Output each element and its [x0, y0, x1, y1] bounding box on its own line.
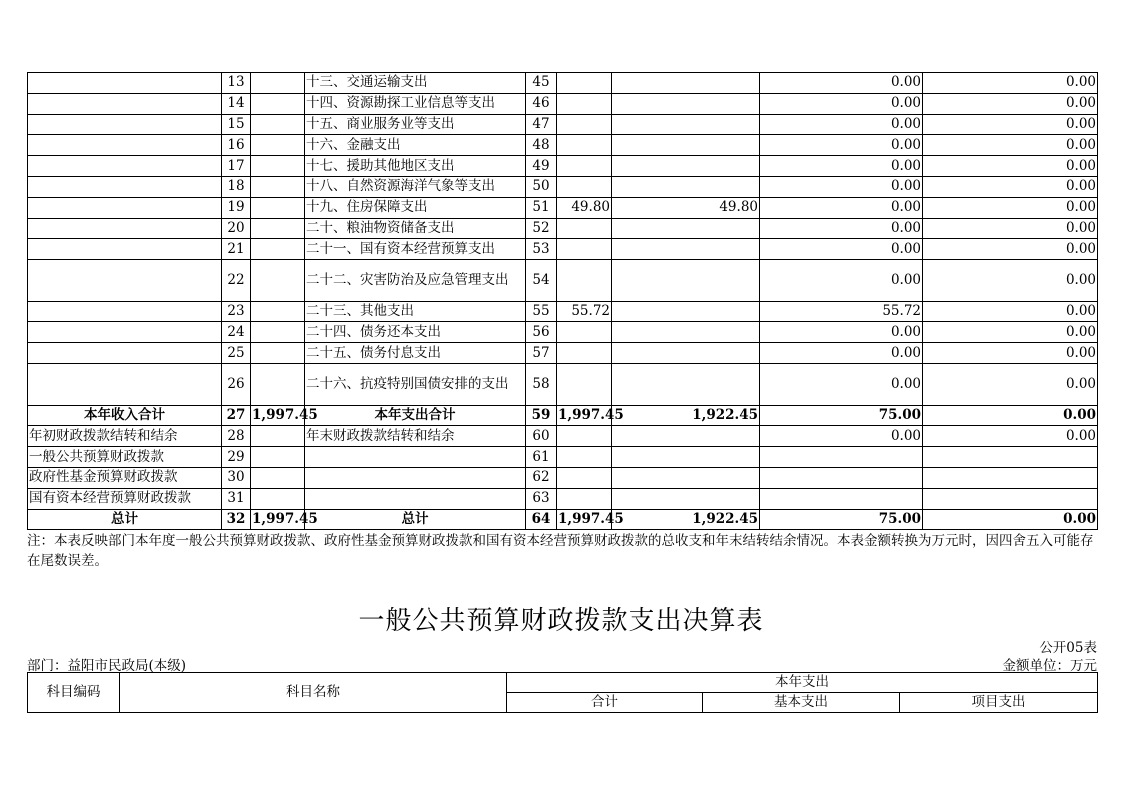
expense-total-cell: [557, 73, 612, 94]
expense-item-cell: [305, 467, 526, 488]
basic-expense-cell: [612, 322, 760, 343]
income-amount-cell: [251, 176, 305, 197]
income-row-number-cell: 27: [222, 405, 251, 426]
project-expense-cell: 55.72: [760, 301, 923, 322]
other-expense-cell: 0.00: [923, 176, 1098, 197]
final-accounts-table: [27, 72, 1098, 530]
income-item-cell: [28, 73, 222, 94]
income-item-cell: [28, 135, 222, 156]
table-row: [28, 405, 1098, 426]
project-expense-cell: 0.00: [760, 239, 923, 260]
income-row-number-cell: 17: [222, 156, 251, 177]
income-row-number-cell: 19: [222, 197, 251, 218]
income-amount-cell: [251, 93, 305, 114]
basic-expense-cell: [612, 343, 760, 364]
basic-expense-cell: [612, 488, 760, 509]
expense-row-number-cell: 47: [526, 114, 557, 135]
expense-header-table: [27, 672, 1098, 713]
income-item-cell: [28, 260, 222, 302]
basic-expense-cell: [612, 93, 760, 114]
other-expense-cell: 0.00: [923, 239, 1098, 260]
expense-total-cell: [557, 322, 612, 343]
expense-row-number-cell: 63: [526, 488, 557, 509]
expense-row-number-cell: 56: [526, 322, 557, 343]
income-row-number-cell: 21: [222, 239, 251, 260]
table-row: [28, 73, 1098, 94]
expense-item-cell: 二十四、债务还本支出: [305, 322, 526, 343]
income-amount-cell: [251, 322, 305, 343]
project-expense-cell: 0.00: [760, 156, 923, 177]
table-row: [28, 488, 1098, 509]
income-row-number-cell: 15: [222, 114, 251, 135]
table-row: [28, 301, 1098, 322]
other-expense-cell: 0.00: [923, 135, 1098, 156]
basic-expense-cell: [612, 239, 760, 260]
income-amount-cell: [251, 218, 305, 239]
income-amount-cell: 1,997.45: [251, 405, 305, 426]
expense-total-cell: 55.72: [557, 301, 612, 322]
expense-row-number-cell: 58: [526, 364, 557, 406]
basic-expense-cell: [612, 447, 760, 468]
expense-row-number-cell: 62: [526, 467, 557, 488]
income-row-number-cell: 24: [222, 322, 251, 343]
income-row-number-cell: 16: [222, 135, 251, 156]
other-expense-cell: [923, 447, 1098, 468]
expense-total-cell: [557, 239, 612, 260]
expense-total-cell: 49.80: [557, 197, 612, 218]
table-note: 注：本表反映部门本年度一般公共预算财政拨款、政府性基金预算财政拨款和国有资本经营预算财政拨款的总收支和年末结转结余情况。本表金额转换为万元时，因四舍五入可能存在尾数误差。: [27, 533, 1094, 569]
expense-total-cell: [557, 114, 612, 135]
table-row: [28, 426, 1098, 447]
expense-item-cell: 二十一、国有资本经营预算支出: [305, 239, 526, 260]
income-row-number-cell: 13: [222, 73, 251, 94]
income-row-number-cell: 26: [222, 364, 251, 406]
project-expense-cell: 0.00: [760, 260, 923, 302]
basic-expense-cell: [612, 467, 760, 488]
expense-row-number-cell: 59: [526, 405, 557, 426]
project-expense-cell: 0.00: [760, 343, 923, 364]
basic-expense-cell: [612, 176, 760, 197]
income-item-cell: 年初财政拨款结转和结余: [28, 426, 222, 447]
expense-total-cell: [557, 447, 612, 468]
header-project-expense: 项目支出: [900, 693, 1098, 713]
other-expense-cell: [923, 488, 1098, 509]
project-expense-cell: 0.00: [760, 218, 923, 239]
project-expense-cell: 0.00: [760, 364, 923, 406]
expense-total-cell: [557, 93, 612, 114]
income-row-number-cell: 18: [222, 176, 251, 197]
income-item-cell: [28, 114, 222, 135]
expense-row-number-cell: 48: [526, 135, 557, 156]
expense-row-number-cell: 60: [526, 426, 557, 447]
income-item-cell: [28, 322, 222, 343]
income-item-cell: [28, 343, 222, 364]
expense-item-cell: 二十三、其他支出: [305, 301, 526, 322]
expense-row-number-cell: 49: [526, 156, 557, 177]
other-expense-cell: 0.00: [923, 218, 1098, 239]
basic-expense-cell: 1,922.45: [612, 405, 760, 426]
income-amount-cell: [251, 260, 305, 302]
other-expense-cell: 0.00: [923, 73, 1098, 94]
income-item-cell: 一般公共预算财政拨款: [28, 447, 222, 468]
expense-row-number-cell: 55: [526, 301, 557, 322]
expense-row-number-cell: 45: [526, 73, 557, 94]
income-item-cell: [28, 218, 222, 239]
income-item-cell: [28, 301, 222, 322]
basic-expense-cell: [612, 156, 760, 177]
table-row: [28, 343, 1098, 364]
basic-expense-cell: [612, 135, 760, 156]
header-year-expense: 本年支出: [507, 673, 1098, 693]
table-row: [28, 364, 1098, 406]
income-item-cell: 本年收入合计: [28, 405, 222, 426]
income-amount-cell: [251, 447, 305, 468]
basic-expense-cell: [612, 426, 760, 447]
income-amount-cell: [251, 156, 305, 177]
expense-total-cell: 1,997.45: [557, 509, 612, 530]
project-expense-cell: 0.00: [760, 426, 923, 447]
income-amount-cell: [251, 343, 305, 364]
income-item-cell: [28, 197, 222, 218]
project-expense-cell: 0.00: [760, 73, 923, 94]
expense-item-cell: 十五、商业服务业等支出: [305, 114, 526, 135]
income-amount-cell: [251, 197, 305, 218]
project-expense-cell: [760, 488, 923, 509]
expense-item-cell: 二十五、债务付息支出: [305, 343, 526, 364]
table-row: [28, 218, 1098, 239]
expense-total-cell: [557, 156, 612, 177]
project-expense-cell: 0.00: [760, 114, 923, 135]
other-expense-cell: 0.00: [923, 426, 1098, 447]
project-expense-cell: [760, 447, 923, 468]
expense-item-cell: 年末财政拨款结转和结余: [305, 426, 526, 447]
expense-total-cell: [557, 218, 612, 239]
header-subject-name: 科目名称: [120, 673, 507, 713]
project-expense-cell: [760, 467, 923, 488]
other-expense-cell: 0.00: [923, 260, 1098, 302]
income-amount-cell: [251, 135, 305, 156]
income-row-number-cell: 32: [222, 509, 251, 530]
header-basic-expense: 基本支出: [703, 693, 900, 713]
expense-item-cell: 十九、住房保障支出: [305, 197, 526, 218]
basic-expense-cell: [612, 218, 760, 239]
project-expense-cell: 75.00: [760, 405, 923, 426]
expense-item-cell: 十四、资源勘探工业信息等支出: [305, 93, 526, 114]
basic-expense-cell: 49.80: [612, 197, 760, 218]
table-row: [28, 260, 1098, 302]
expense-total-cell: [557, 426, 612, 447]
income-row-number-cell: 28: [222, 426, 251, 447]
income-item-cell: [28, 93, 222, 114]
income-item-cell: [28, 176, 222, 197]
project-expense-cell: 0.00: [760, 197, 923, 218]
table-row: [28, 176, 1098, 197]
income-row-number-cell: 31: [222, 488, 251, 509]
table-row: [28, 135, 1098, 156]
other-expense-cell: 0.00: [923, 405, 1098, 426]
income-row-number-cell: 20: [222, 218, 251, 239]
income-item-cell: 总计: [28, 509, 222, 530]
project-expense-cell: 75.00: [760, 509, 923, 530]
basic-expense-cell: [612, 114, 760, 135]
other-expense-cell: 0.00: [923, 343, 1098, 364]
table-row: [28, 509, 1098, 530]
other-expense-cell: 0.00: [923, 93, 1098, 114]
table-row: [28, 239, 1098, 260]
amount-unit-label: 金额单位：万元: [1002, 658, 1097, 674]
income-row-number-cell: 22: [222, 260, 251, 302]
project-expense-cell: 0.00: [760, 322, 923, 343]
other-expense-cell: [923, 467, 1098, 488]
expense-total-cell: [557, 260, 612, 302]
table-row: [28, 197, 1098, 218]
expense-item-cell: 本年支出合计: [305, 405, 526, 426]
basic-expense-cell: [612, 301, 760, 322]
expense-item-cell: 十七、援助其他地区支出: [305, 156, 526, 177]
income-amount-cell: [251, 364, 305, 406]
income-item-cell: 政府性基金预算财政拨款: [28, 467, 222, 488]
table-row: [28, 467, 1098, 488]
expense-item-cell: 二十、粮油物资储备支出: [305, 218, 526, 239]
department-label: 部门：益阳市民政局(本级): [27, 658, 187, 674]
expense-row-number-cell: 51: [526, 197, 557, 218]
project-expense-cell: 0.00: [760, 93, 923, 114]
expense-item-cell: 二十二、灾害防治及应急管理支出: [305, 260, 526, 302]
table-row: [28, 322, 1098, 343]
income-item-cell: 国有资本经营预算财政拨款: [28, 488, 222, 509]
income-amount-cell: [251, 426, 305, 447]
income-row-number-cell: 30: [222, 467, 251, 488]
expense-item-cell: 二十六、抗疫特别国债安排的支出: [305, 364, 526, 406]
expense-total-cell: 1,997.45: [557, 405, 612, 426]
expense-row-number-cell: 64: [526, 509, 557, 530]
expense-item-cell: 总计: [305, 509, 526, 530]
other-expense-cell: 0.00: [923, 322, 1098, 343]
expense-total-cell: [557, 135, 612, 156]
expense-total-cell: [557, 467, 612, 488]
income-amount-cell: 1,997.45: [251, 509, 305, 530]
other-expense-cell: 0.00: [923, 301, 1098, 322]
table-row: [28, 114, 1098, 135]
basic-expense-cell: [612, 73, 760, 94]
expense-item-cell: [305, 447, 526, 468]
income-amount-cell: [251, 73, 305, 94]
other-expense-cell: 0.00: [923, 114, 1098, 135]
expense-row-number-cell: 57: [526, 343, 557, 364]
income-item-cell: [28, 156, 222, 177]
project-expense-cell: 0.00: [760, 135, 923, 156]
income-amount-cell: [251, 114, 305, 135]
expense-total-cell: [557, 176, 612, 197]
project-expense-cell: 0.00: [760, 176, 923, 197]
income-item-cell: [28, 364, 222, 406]
income-row-number-cell: 14: [222, 93, 251, 114]
other-expense-cell: 0.00: [923, 156, 1098, 177]
form-number: 公开05表: [1039, 640, 1097, 656]
income-amount-cell: [251, 239, 305, 260]
expense-item-cell: 十八、自然资源海洋气象等支出: [305, 176, 526, 197]
other-expense-cell: 0.00: [923, 509, 1098, 530]
basic-expense-cell: [612, 260, 760, 302]
income-item-cell: [28, 239, 222, 260]
header-subject-code: 科目编码: [28, 673, 120, 713]
expense-row-number-cell: 50: [526, 176, 557, 197]
table-row: [28, 447, 1098, 468]
other-expense-cell: 0.00: [923, 197, 1098, 218]
expense-row-number-cell: 46: [526, 93, 557, 114]
expense-item-cell: [305, 488, 526, 509]
basic-expense-cell: [612, 364, 760, 406]
header-total: 合计: [507, 693, 703, 713]
expense-item-cell: 十六、金融支出: [305, 135, 526, 156]
expense-total-cell: [557, 488, 612, 509]
expense-row-number-cell: 52: [526, 218, 557, 239]
table-row: [28, 156, 1098, 177]
expense-row-number-cell: 53: [526, 239, 557, 260]
page-title: 一般公共预算财政拨款支出决算表: [358, 606, 764, 636]
expense-item-cell: 十三、交通运输支出: [305, 73, 526, 94]
other-expense-cell: 0.00: [923, 364, 1098, 406]
income-row-number-cell: 29: [222, 447, 251, 468]
table-row: [28, 93, 1098, 114]
income-amount-cell: [251, 467, 305, 488]
income-row-number-cell: 25: [222, 343, 251, 364]
expense-total-cell: [557, 343, 612, 364]
expense-total-cell: [557, 364, 612, 406]
income-amount-cell: [251, 488, 305, 509]
income-row-number-cell: 23: [222, 301, 251, 322]
income-amount-cell: [251, 301, 305, 322]
expense-row-number-cell: 54: [526, 260, 557, 302]
basic-expense-cell: 1,922.45: [612, 509, 760, 530]
expense-row-number-cell: 61: [526, 447, 557, 468]
